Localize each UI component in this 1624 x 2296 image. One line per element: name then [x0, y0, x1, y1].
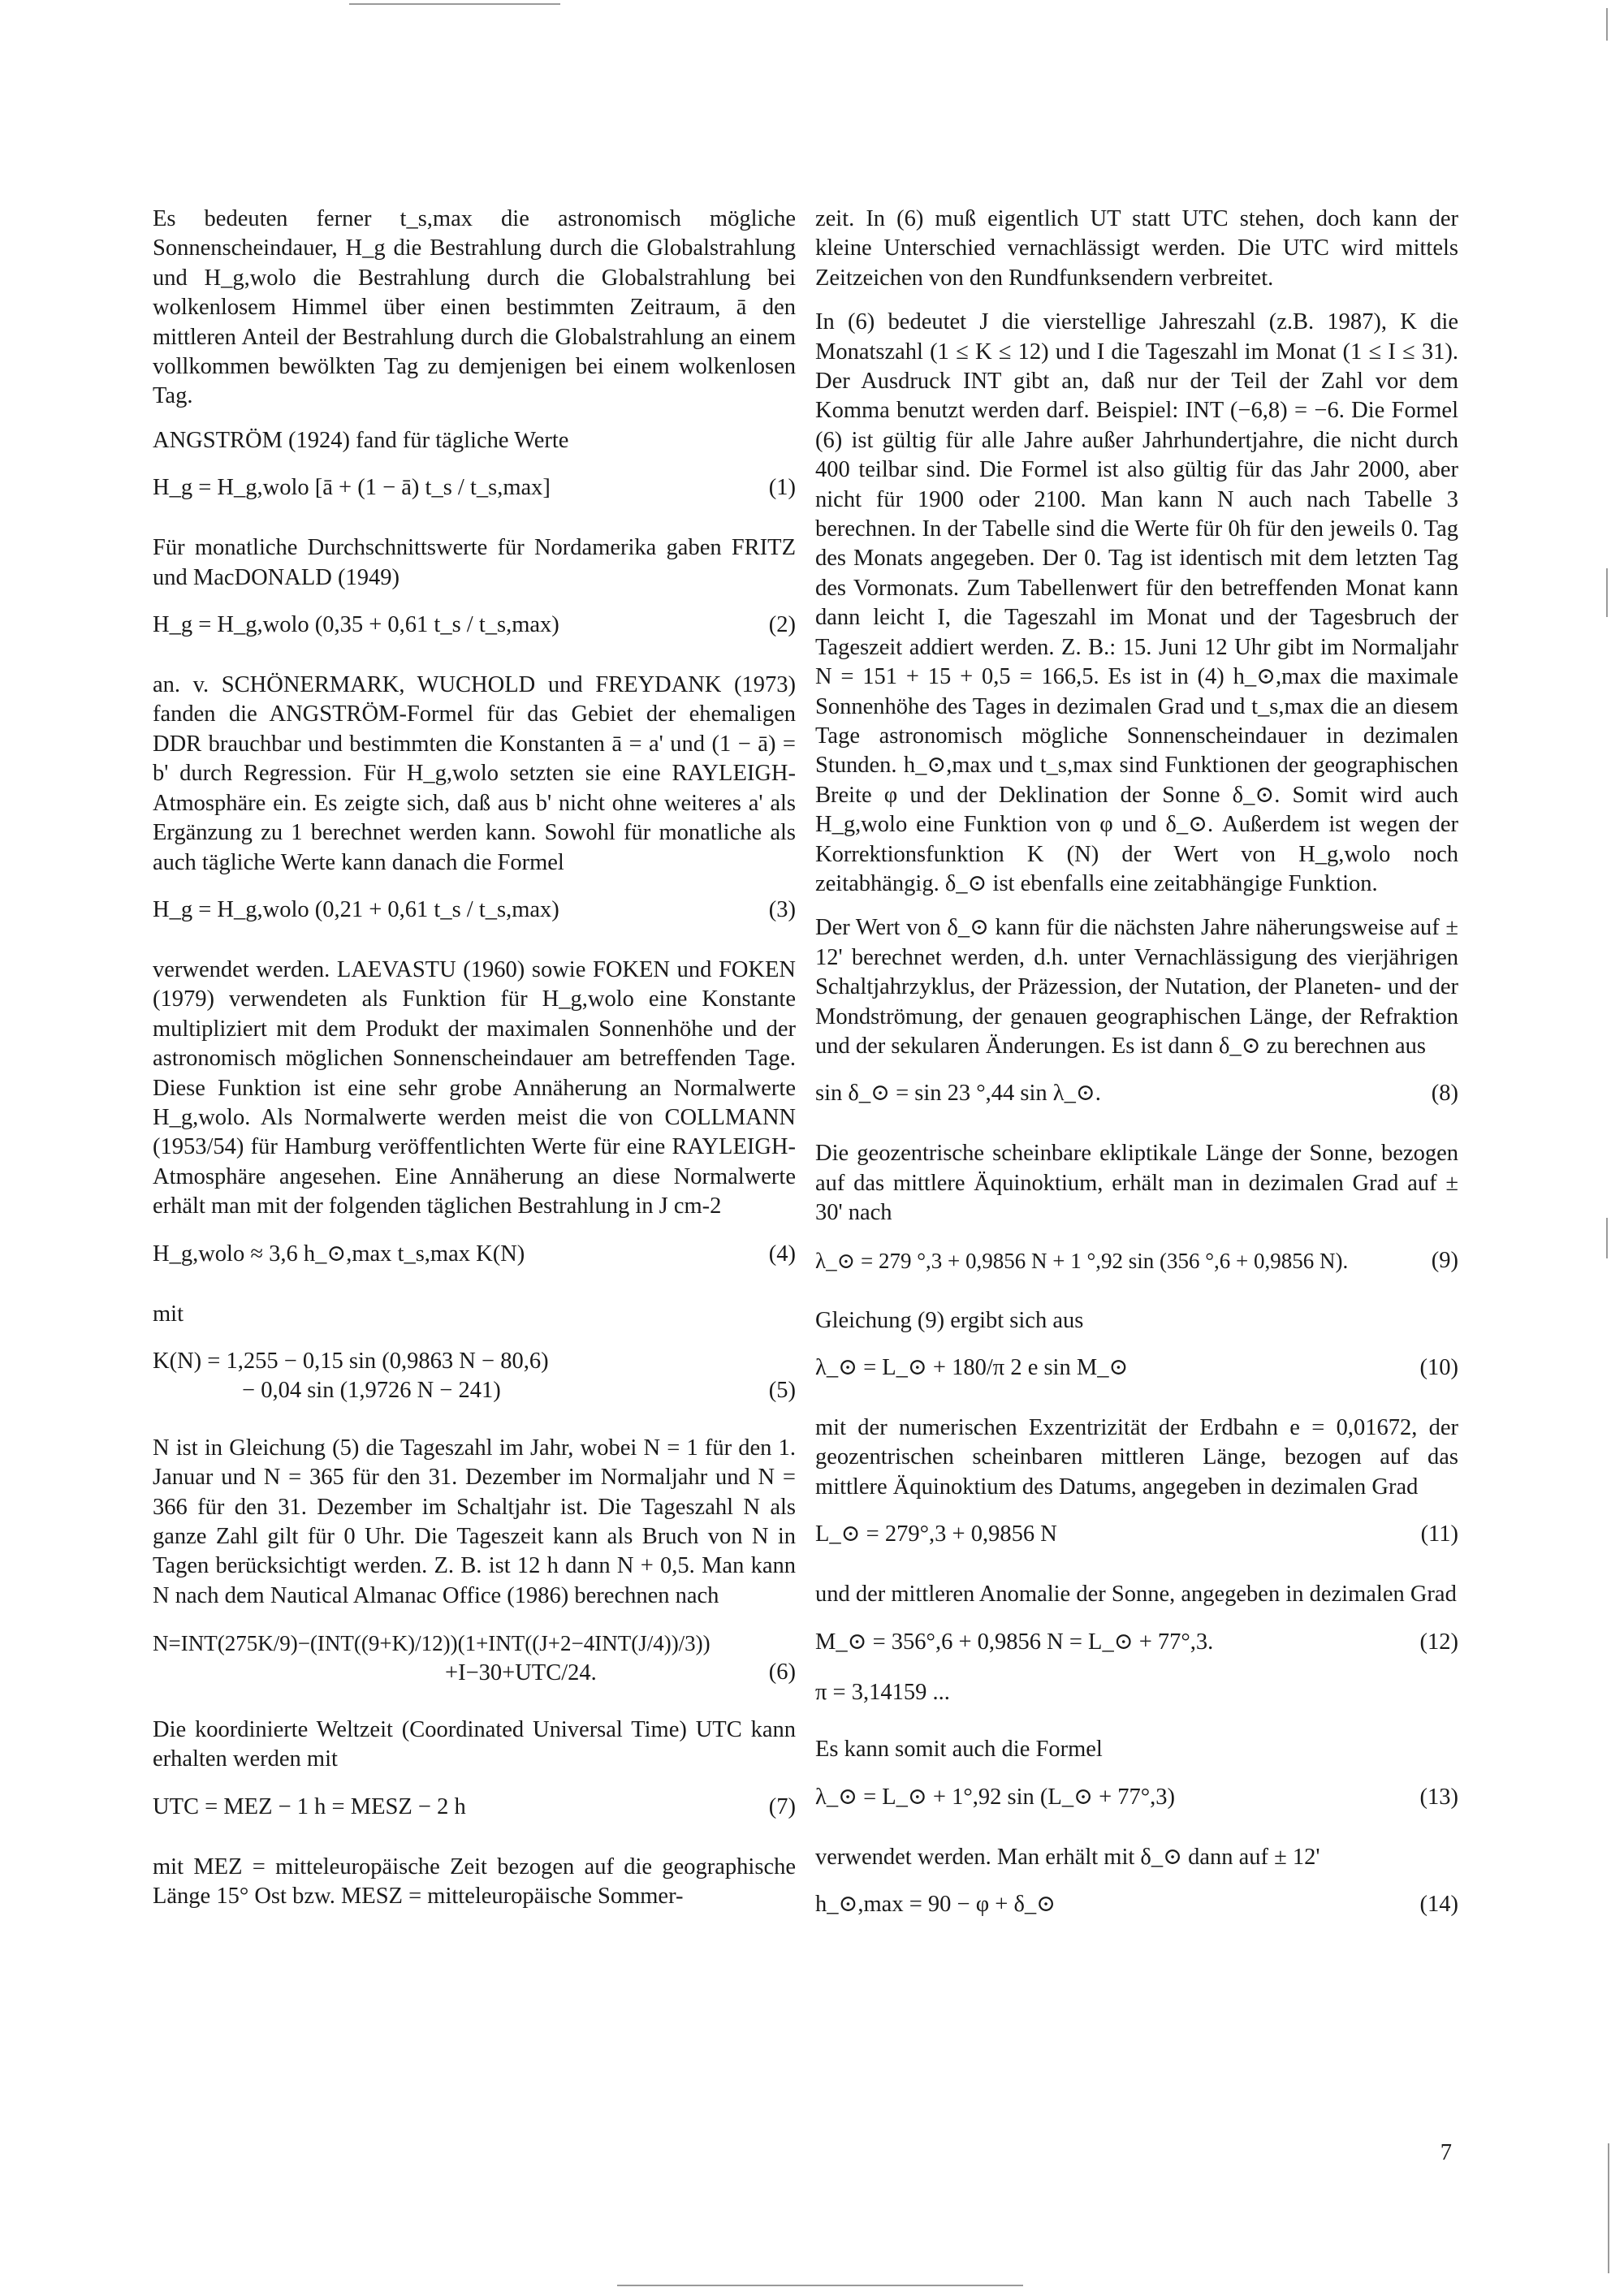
equation-4 — [153, 1240, 796, 1272]
equation-5 — [153, 1347, 796, 1406]
equation-7-number: (7) — [768, 1793, 796, 1819]
equation-8-formula: sin δ_⊙ = sin 23 °,44 sin λ_⊙. — [815, 1081, 1101, 1107]
right-paragraph-9: verwendet werden. Man erhält mit δ_⊙ dann auf ± 12' — [815, 1844, 1320, 1870]
equation-13 — [815, 1783, 1458, 1815]
equation-7 — [153, 1793, 796, 1825]
equation-6-line-1: N=INT(275K/9)−(INT((9+K)/12))(1+INT((J+2−4INT(J/4))/3)) — [153, 1631, 710, 1656]
right-paragraph-2: In (6) bedeutet J die vierstellige Jahreszahl (z.B. 1987), K die Monatszahl (1 ≤ K ≤ 12) und I die Tageszahl im Monat (1 ≤ I ≤ 31). Der Ausdruck INT gibt an, daß nur der Teil der Zahl vor dem Komma benutzt werden darf. Beispiel: INT (−6,8) = −6. Die Formel (6) ist gültig für alle Jahre außer Jahrhundertjahre, die nicht durch 400 teilbar sind. Die Formel ist also gültig für das Jahr 2000, aber nicht für 1900 oder 2100. Man kann N auch nach Tabelle 3 berechnen. In der Tabelle sind die Werte für 0h für den jeweils 0. Tag des Monats angegeben. Der 0. Tag ist identisch mit dem letzten Tag des Vormonats. Zum Tabellenwert für den betreffenden Monat kann dann leicht I, die Tageszahl im Monat und der Tagesbruch der Tageszeit addiert werden. Z. B.: 15. Juni 12 Uhr gibt im Normaljahr N = 151 + 15 + 0,5 = 166,5. Es ist in (4) h_⊙,max die maximale Sonnenhöhe des Tages in dezimalen Grad und t_s,max die an diesem Tage astronomisch mögliche Sonnenscheindauer in dezimalen Stunden. h_⊙,max und t_s,max sind Funktionen der geographischen Breite φ und der Deklination der Sonne δ_⊙. Somit wird auch H_g,wolo eine Funktion von φ und δ_⊙. Außerdem ist wegen der Korrektionsfunktion K (N) der Wert von H_g,wolo noch zeitabhängig. δ_⊙ ist ebenfalls eine zeitabhängige Funktion. — [815, 309, 1458, 896]
equation-14-formula: h_⊙,max = 90 − φ + δ_⊙ — [815, 1892, 1056, 1918]
equation-11-formula: L_⊙ = 279°,3 + 0,9856 N — [815, 1521, 1057, 1547]
equation-5-line-2: − 0,04 sin (1,9726 N − 241) — [242, 1378, 501, 1404]
equation-1-formula: H_g = H_g,wolo [ā + (1 − ā) t_s / t_s,max] — [153, 475, 551, 501]
equation-7-formula: UTC = MEZ − 1 h = MESZ − 2 h — [153, 1793, 466, 1819]
right-paragraph-6: mit der numerischen Exzentrizität der Erdbahn e = 0,01672, der geozentrischen scheinbaren mittleren Länge, bezogen auf das mittlere Äquinoktium des Datums, angegeben in dezimalen Grad — [815, 1415, 1458, 1500]
equation-3-formula: H_g = H_g,wolo (0,21 + 0,61 t_s / t_s,max) — [153, 896, 559, 922]
equation-12-number: (12) — [1419, 1629, 1458, 1655]
equation-9-formula: λ_⊙ = 279 °,3 + 0,9856 N + 1 °,92 sin (356 °,6 + 0,9856 N). — [815, 1248, 1349, 1273]
right-paragraph-1: zeit. In (6) muß eigentlich UT statt UTC stehen, doch kann der kleine Unterschied vernachlässigt werden. Die UTC wird mittels Zeitzeichen von den Rundfunksendern verbreitet. — [815, 206, 1458, 291]
left-paragraph-6: mit — [153, 1301, 184, 1327]
left-paragraph-5: verwendet werden. LAEVASTU (1960) sowie FOKEN und FOKEN (1979) verwendeten als Funktion für H_g,wolo eine Konstante multipliziert mit dem Produkt der maximalen Sonnenhöhe und der astronomisch möglichen Sonnenscheindauer am betreffenden Tage. Diese Funktion ist eine sehr grobe Annäherung an Normalwerte H_g,wolo. Als Normalwerte werden meist die von COLLMANN (1953/54) für Hamburg veröffentlichten Werte für eine RAYLEIGH-Atmosphäre angesehen. Eine Annäherung an diese Normalwerte erhält man mit der folgenden täglichen Bestrahlung in J cm-2 — [153, 956, 796, 1219]
equation-6 — [153, 1629, 796, 1688]
right-paragraph-4: Die geozentrische scheinbare ekliptikale Länge der Sonne, bezogen auf das mittlere Äquinoktium, erhält man in dezimalen Grad auf ± 30' nach — [815, 1141, 1458, 1226]
left-paragraph-8: Die koordinierte Weltzeit (Coordinated Universal Time) UTC kann erhalten werden mit — [153, 1717, 796, 1772]
equation-5-number: (5) — [768, 1377, 796, 1403]
equation-1-number: (1) — [768, 475, 796, 501]
page-number: 7 — [1440, 2140, 1452, 2165]
equation-6-number: (6) — [768, 1659, 796, 1685]
left-paragraph-4: an. v. SCHÖNERMARK, WUCHOLD und FREYDANK (1973) fanden die ANGSTRÖM-Formel für das Gebiet der ehemaligen DDR brauchbar und bestimmten die Konstanten ā = a' und (1 − ā) = b' durch Regression. Für H_g,wolo setzten sie eine RAYLEIGH-Atmosphäre ein. Es zeigte sich, daß aus b' nicht ohne weiteres a' als Ergänzung zu 1 berechnet werden kann. Sowohl für monatliche als auch tägliche Werte kann danach die Formel — [153, 672, 796, 875]
equation-2-number: (2) — [768, 612, 796, 638]
scan-edge-right-4 — [1608, 2143, 1609, 2273]
right-paragraph-3: Der Wert von δ_⊙ kann für die nächsten Jahre näherungsweise auf ± 12' berechnet werden, d.h. unter Vernachlässigung des vierjährigen Schaltjahrzyklus, der Präzession, der Nutation, der Planeten- und der Mondströmung, der genauen geographischen Länge, der Refraktion und der sekularen Änderungen. Es ist dann δ_⊙ zu berechnen aus — [815, 915, 1458, 1059]
equation-11-number: (11) — [1420, 1521, 1458, 1547]
scan-edge-top — [349, 3, 560, 5]
scan-edge-bottom — [617, 2285, 1023, 2286]
left-paragraph-7: N ist in Gleichung (5) die Tageszahl im Jahr, wobei N = 1 für den 1. Januar und N = 365 für den 31. Dezember im Normaljahr und N = 366 für den 31. Dezember im Schaltjahr ist. Die Tageszahl N als ganze Zahl gilt für 0 Uhr. Die Tageszeit kann als Bruch von N in Tagen berücksichtigt werden. Z. B. ist 12 h dann N + 0,5. Man kann N nach dem Nautical Almanac Office (1986) berechnen nach — [153, 1435, 796, 1608]
equation-2 — [153, 611, 796, 643]
equation-11 — [815, 1520, 1458, 1552]
equation-14 — [815, 1890, 1458, 1923]
right-paragraph-7: und der mittleren Anomalie der Sonne, angegeben in dezimalen Grad — [815, 1582, 1457, 1608]
equation-10-formula: λ_⊙ = L_⊙ + 180/π 2 e sin M_⊙ — [815, 1355, 1129, 1380]
scan-edge-right-2 — [1606, 568, 1608, 617]
left-paragraph-9: mit MEZ = mitteleuropäische Zeit bezogen auf die geographische Länge 15° Ost bzw. MESZ = mitteleuropäische Sommer- — [153, 1854, 796, 1910]
left-column — [153, 205, 796, 1927]
equation-13-number: (13) — [1419, 1784, 1458, 1810]
equation-12-formula: M_⊙ = 356°,6 + 0,9856 N = L_⊙ + 77°,3. — [815, 1629, 1214, 1655]
equation-6-line-2: +I−30+UTC/24. — [445, 1659, 597, 1685]
scan-edge-right-1 — [1606, 8, 1608, 41]
equation-12-pi: π = 3,14159 ... — [815, 1680, 950, 1706]
equation-10 — [815, 1353, 1458, 1386]
left-paragraph-2: ANGSTRÖM (1924) fand für tägliche Werte — [153, 427, 569, 453]
equation-4-formula: H_g,wolo ≈ 3,6 h_⊙,max t_s,max K(N) — [153, 1241, 525, 1267]
equation-9 — [815, 1246, 1458, 1279]
left-paragraph-1: Es bedeuten ferner t_s,max die astronomisch mögliche Sonnenscheindauer, H_g die Bestrahlung durch die Globalstrahlung und H_g,wolo die Bestrahlung durch die Globalstrahlung bei wolkenlosem Himmel über einen bestimmten Zeitraum, ā den mittleren Anteil der Bestrahlung durch die Globalstrahlung an einem vollkommen bewölkten Tag zu demjenigen bei einem wolkenlosen Tag. — [153, 206, 796, 409]
equation-2-formula: H_g = H_g,wolo (0,35 + 0,61 t_s / t_s,max) — [153, 612, 559, 638]
equation-8-number: (8) — [1431, 1081, 1458, 1107]
equation-14-number: (14) — [1419, 1892, 1458, 1918]
equation-3-number: (3) — [768, 896, 796, 922]
equation-13-formula: λ_⊙ = L_⊙ + 1°,92 sin (L_⊙ + 77°,3) — [815, 1784, 1176, 1810]
left-paragraph-3: Für monatliche Durchschnittswerte für Nordamerika gaben FRITZ und MacDONALD (1949) — [153, 535, 796, 590]
equation-5-line-1: K(N) = 1,255 − 0,15 sin (0,9863 N − 80,6) — [153, 1348, 549, 1374]
right-paragraph-8: Es kann somit auch die Formel — [815, 1737, 1103, 1763]
equation-3 — [153, 896, 796, 928]
scan-edge-right-3 — [1606, 1218, 1608, 1258]
equation-4-number: (4) — [768, 1241, 796, 1267]
equation-9-number: (9) — [1431, 1247, 1458, 1273]
right-column — [815, 205, 1458, 1950]
equation-1 — [153, 473, 796, 506]
equation-8 — [815, 1079, 1458, 1111]
equation-10-number: (10) — [1419, 1355, 1458, 1380]
right-paragraph-5: Gleichung (9) ergibt sich aus — [815, 1307, 1084, 1333]
equation-12 — [815, 1628, 1458, 1708]
